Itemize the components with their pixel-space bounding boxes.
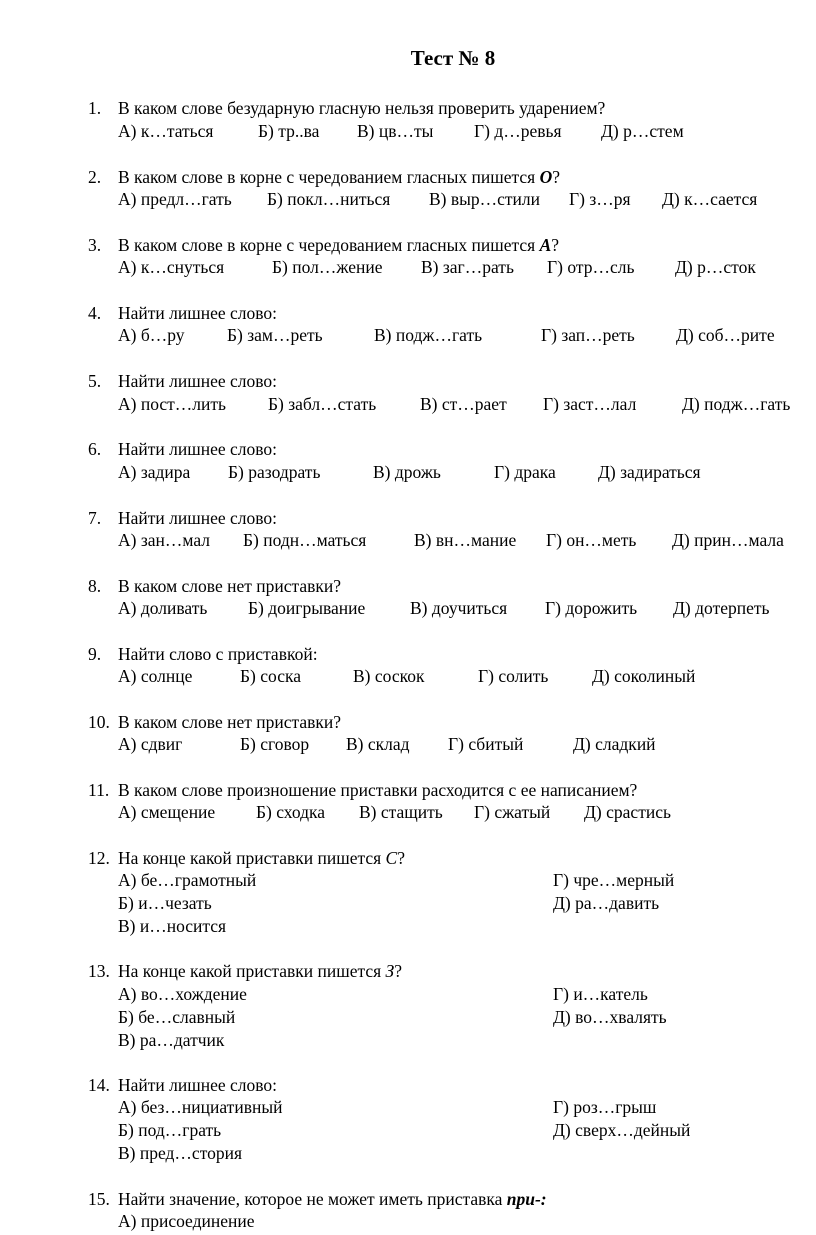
option-a: А) б…ру	[118, 325, 185, 345]
option-d: Г) з…ря	[569, 189, 631, 209]
question-number: 12.	[88, 848, 110, 868]
emphasis-letter: З	[385, 961, 395, 981]
question-15	[88, 1188, 547, 1211]
option-a: А) зан…мал	[118, 530, 210, 550]
option-b: Б) доигрывание	[248, 598, 366, 618]
option-b: Б) бе…славный	[118, 1007, 236, 1027]
option-c: В) заг…рать	[421, 257, 514, 277]
option-a: А) без…нициативный	[118, 1097, 283, 1117]
question-text: Найти лишнее слово:	[118, 508, 278, 528]
option-a: А) солнце	[118, 666, 193, 686]
question-10	[88, 711, 341, 734]
option-d: Г) зап…реть	[541, 325, 635, 345]
option-b: Б) соска	[240, 666, 301, 686]
option-a: А) предл…гать	[118, 189, 232, 209]
option-e: Д) р…сток	[675, 257, 756, 277]
option-d: Г) и…катель	[553, 984, 648, 1004]
option-d: Г) отр…сль	[547, 257, 635, 277]
question-number: 4.	[88, 303, 102, 323]
question-number: 11.	[88, 780, 110, 800]
question-number: 1.	[88, 98, 102, 118]
option-a: А) к…таться	[118, 121, 214, 141]
option-b: Б) покл…ниться	[267, 189, 391, 209]
option-d: Г) он…меть	[546, 530, 637, 550]
question-number: 2.	[88, 167, 102, 187]
question-number: 10.	[88, 712, 110, 732]
option-b: Б) сговор	[240, 734, 310, 754]
option-e: Д) сверх…дейный	[553, 1120, 691, 1140]
question-1	[88, 97, 605, 120]
question-text: В каком слове нет приставки?	[118, 712, 342, 732]
option-e: Д) сладкий	[573, 734, 656, 754]
question-12	[88, 847, 405, 870]
option-a: А) сдвиг	[118, 734, 183, 754]
question-number: 3.	[88, 235, 102, 255]
question-text: На конце какой приставки пишется	[118, 961, 386, 981]
question-text: На конце какой приставки пишется	[118, 848, 386, 868]
question-text-end: ?	[552, 167, 560, 187]
option-d: Г) сбитый	[448, 734, 524, 754]
question-number: 8.	[88, 576, 102, 596]
question-number: 6.	[88, 439, 102, 459]
question-2	[88, 166, 560, 189]
option-d: Г) драка	[494, 462, 556, 482]
question-3	[88, 234, 559, 257]
question-text: Найти слово с приставкой:	[118, 644, 318, 664]
option-c: В) дрожь	[373, 462, 441, 482]
option-c: В) соскок	[353, 666, 425, 686]
option-b: Б) под…грать	[118, 1120, 222, 1140]
option-e: Д) прин…мала	[672, 530, 784, 550]
question-number: 15.	[88, 1189, 110, 1209]
option-d: Г) роз…грыш	[553, 1097, 657, 1117]
question-7	[88, 507, 277, 530]
question-text-end: ?	[551, 235, 560, 255]
option-e: Д) подж…гать	[682, 394, 791, 414]
option-c: В) выр…стили	[429, 189, 541, 209]
question-text: Найти лишнее слово:	[118, 439, 278, 459]
question-13	[88, 960, 402, 983]
question-text-end: ?	[394, 961, 402, 981]
option-c: В) и…носится	[118, 916, 227, 936]
option-c: В) ст…рает	[420, 394, 507, 414]
option-a: А) бе…грамотный	[118, 870, 257, 890]
option-e: Д) ра…давить	[553, 893, 660, 913]
question-number: 7.	[88, 508, 102, 528]
option-b: Б) пол…жение	[272, 257, 383, 277]
option-a: А) во…хождение	[118, 984, 247, 1004]
question-8	[88, 575, 341, 598]
question-4	[88, 302, 277, 325]
question-9	[88, 643, 318, 666]
option-a: А) задира	[118, 462, 191, 482]
question-text: Найти лишнее слово:	[118, 371, 278, 391]
option-c: В) цв…ты	[357, 121, 434, 141]
option-b: Б) забл…стать	[268, 394, 377, 414]
emphasis-letter: С	[385, 848, 398, 868]
option-e: Д) задираться	[598, 462, 701, 482]
option-e: Д) срастись	[584, 802, 671, 822]
option-b: Б) тр..ва	[258, 121, 320, 141]
question-text: В каком слове произношение приставки расходится с ее написанием?	[118, 780, 638, 800]
emphasis-letter: О	[539, 167, 553, 187]
question-number: 5.	[88, 371, 102, 391]
page-title: Тест № 8	[410, 46, 496, 70]
option-a: А) пост…лить	[118, 394, 227, 414]
question-text: Найти лишнее слово:	[118, 303, 278, 323]
option-d: Г) заст…лал	[543, 394, 637, 414]
option-d: Г) чре…мерный	[553, 870, 675, 890]
question-text: Найти значение, которое не может иметь приставка	[118, 1189, 507, 1209]
emphasis-letter: А	[539, 235, 552, 255]
emphasis-prefix: при-:	[506, 1189, 547, 1209]
option-a: А) к…снуться	[118, 257, 225, 277]
option-c: В) доучиться	[410, 598, 508, 618]
option-e: Д) дотерпеть	[673, 598, 770, 618]
question-number: 13.	[88, 961, 110, 981]
option-c: В) склад	[346, 734, 410, 754]
option-a: А) присоединение	[118, 1211, 255, 1231]
option-c: В) подж…гать	[374, 325, 483, 345]
question-text: В каком слове в корне с чередованием гласных пишется	[118, 167, 540, 187]
option-b: Б) подн…маться	[243, 530, 367, 550]
question-5	[88, 370, 277, 393]
option-c: В) пред…стория	[118, 1143, 243, 1163]
option-e: Д) соколиный	[592, 666, 696, 686]
option-d: Г) солить	[478, 666, 549, 686]
question-11	[88, 779, 637, 802]
option-a: А) доливать	[118, 598, 208, 618]
option-c: В) стащить	[359, 802, 443, 822]
option-c: В) вн…мание	[414, 530, 517, 550]
option-d: Г) д…ревья	[474, 121, 562, 141]
option-e: Д) к…сается	[662, 189, 758, 209]
option-c: В) ра…датчик	[118, 1030, 225, 1050]
question-text: В каком слове безударную гласную нельзя проверить ударением?	[118, 98, 606, 118]
question-number: 14.	[88, 1075, 110, 1095]
option-b: Б) и…чезать	[118, 893, 212, 913]
option-d: Г) сжатый	[474, 802, 551, 822]
question-text-end: ?	[397, 848, 406, 868]
question-14	[88, 1074, 277, 1097]
option-b: Б) зам…реть	[227, 325, 323, 345]
question-text: Найти лишнее слово:	[118, 1075, 278, 1095]
option-e: Д) р…стем	[601, 121, 684, 141]
question-6	[88, 438, 277, 461]
option-d: Г) дорожить	[545, 598, 638, 618]
question-text: В каком слове нет приставки?	[118, 576, 342, 596]
option-e: Д) во…хвалять	[553, 1007, 667, 1027]
option-a: А) смещение	[118, 802, 216, 822]
option-b: Б) сходка	[256, 802, 326, 822]
option-b: Б) разодрать	[228, 462, 321, 482]
option-e: Д) соб…рите	[676, 325, 775, 345]
question-number: 9.	[88, 644, 102, 664]
question-text: В каком слове в корне с чередованием гласных пишется	[118, 235, 540, 255]
